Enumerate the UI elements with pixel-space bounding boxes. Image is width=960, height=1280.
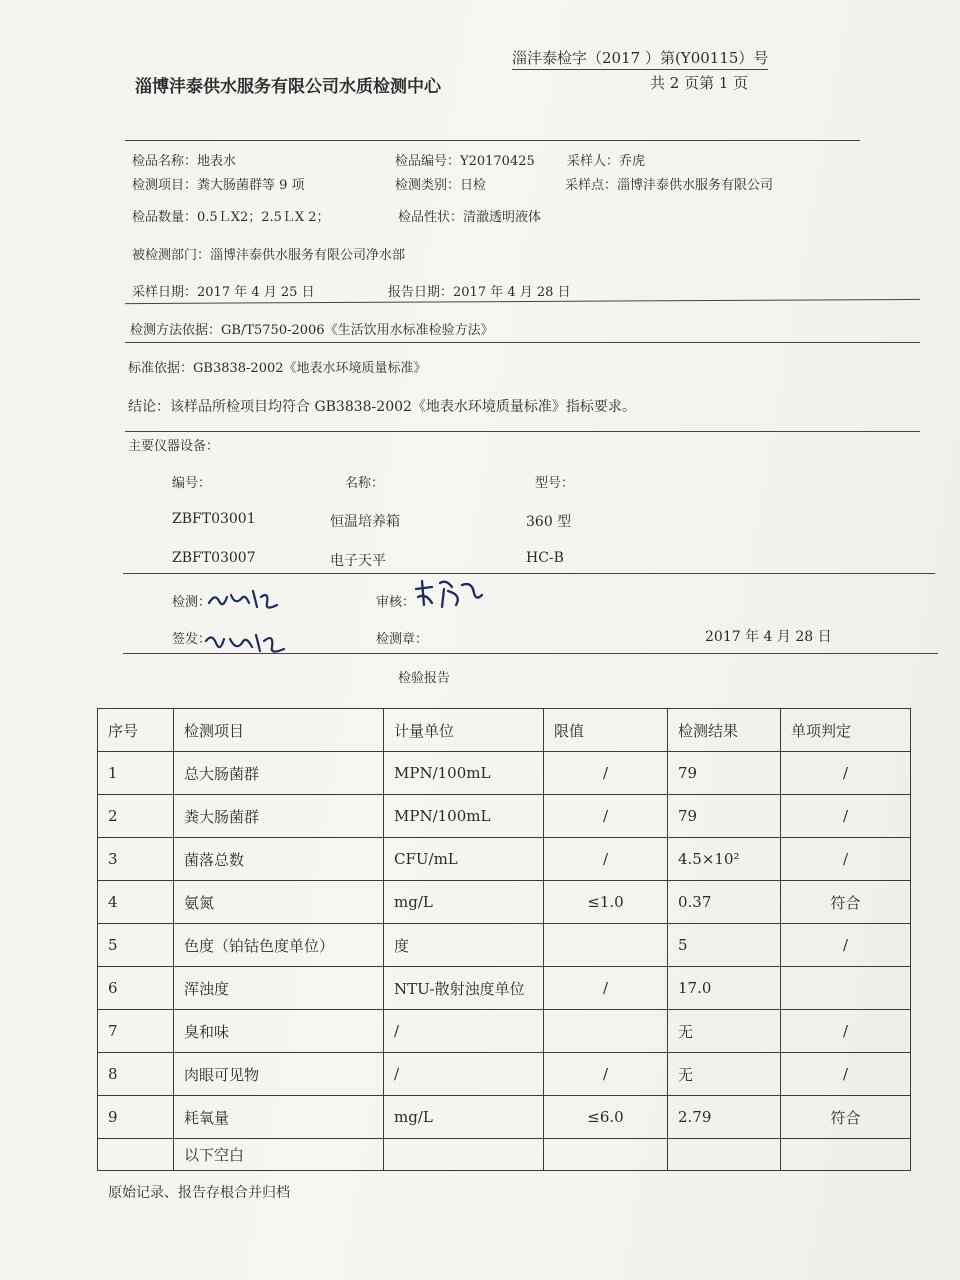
cell-no: 3 xyxy=(98,838,174,881)
test-method: 检测方法依据：GB/T5750-2006《生活饮用水标准检验方法》 xyxy=(130,323,494,338)
sample-name: 检品名称：地表水 xyxy=(132,154,237,169)
cell-limit: / xyxy=(544,838,668,881)
footer-note: 原始记录、报告存根合并归档 xyxy=(108,1185,290,1201)
cell-judgement: / xyxy=(781,795,911,838)
cell-limit: ≤6.0 xyxy=(544,1096,668,1139)
header-cell: 计量单位 xyxy=(384,709,544,752)
cell-result: 5 xyxy=(668,924,781,967)
cell-no: 8 xyxy=(98,1053,174,1096)
header-cell: 限值 xyxy=(544,709,668,752)
cell-result: 79 xyxy=(668,752,781,795)
cell-unit: 度 xyxy=(384,924,544,967)
test-items: 检测项目：粪大肠菌群等 9 项 xyxy=(132,178,305,193)
sampling-date: 采样日期：2017 年 4 月 25 日 xyxy=(132,285,315,300)
report-number: 淄沣泰检字（2017 ）第(Y00115）号 xyxy=(512,47,768,70)
cell-item: 氨氮 xyxy=(174,881,384,924)
cell-judgement: 符合 xyxy=(781,1096,911,1139)
table-row xyxy=(98,881,911,924)
table-row xyxy=(98,1096,911,1139)
cell-item: 肉眼可见物 xyxy=(174,1053,384,1096)
cell-blank-note: 以下空白 xyxy=(174,1139,384,1171)
cell-item: 总大肠菌群 xyxy=(174,752,384,795)
header-cell: 检测项目 xyxy=(174,709,384,752)
instrument-model: HC-B xyxy=(526,550,564,566)
cell-empty xyxy=(668,1139,781,1171)
cell-judgement: / xyxy=(781,838,911,881)
cell-judgement xyxy=(781,967,911,1010)
cell-item: 浑浊度 xyxy=(174,967,384,1010)
cell-no: 1 xyxy=(98,752,174,795)
tester-label: 检测： xyxy=(172,595,212,610)
report-date: 报告日期：2017 年 4 月 28 日 xyxy=(388,285,571,300)
issuer-label: 签发： xyxy=(172,632,212,647)
table-row xyxy=(98,967,911,1010)
cell-judgement: / xyxy=(781,924,911,967)
standard-basis: 标准依据：GB3838-2002《地表水环境质量标准》 xyxy=(128,361,427,376)
cell-unit: / xyxy=(384,1010,544,1053)
header-cell: 单项判定 xyxy=(781,709,911,752)
cell-no: 6 xyxy=(98,967,174,1010)
cell-limit: / xyxy=(544,1053,668,1096)
sample-property: 检品性状：清澈透明液体 xyxy=(398,210,542,225)
divider xyxy=(125,342,920,343)
page-indicator: 共 2 页第 1 页 xyxy=(650,74,749,92)
cell-item: 粪大肠菌群 xyxy=(174,795,384,838)
sample-id: 检品编号：Y20170425 xyxy=(395,154,535,169)
seal-label: 检测章： xyxy=(376,632,429,647)
table-row xyxy=(98,1010,911,1053)
cell-unit: NTU-散射浊度单位 xyxy=(384,967,544,1010)
cell-unit: mg/L xyxy=(384,881,544,924)
header-cell: 序号 xyxy=(98,709,174,752)
cell-result: 4.5×10² xyxy=(668,838,781,881)
cell-unit: MPN/100mL xyxy=(384,795,544,838)
divider xyxy=(123,653,938,654)
cell-result: 79 xyxy=(668,795,781,838)
cell-result: 17.0 xyxy=(668,967,781,1010)
table-header-row xyxy=(98,709,911,752)
cell-result: 2.79 xyxy=(668,1096,781,1139)
instrument-id: ZBFT03001 xyxy=(172,511,256,527)
cell-no: 4 xyxy=(98,881,174,924)
cell-no: 9 xyxy=(98,1096,174,1139)
cell-no: 5 xyxy=(98,924,174,967)
divider xyxy=(125,140,860,141)
divider xyxy=(125,431,920,432)
result-table xyxy=(97,708,911,1171)
cell-result: 0.37 xyxy=(668,881,781,924)
org-title: 淄博沣泰供水服务有限公司水质检测中心 xyxy=(135,77,441,97)
sampling-site: 采样点：淄博沣泰供水服务有限公司 xyxy=(565,178,774,193)
cell-judgement: 符合 xyxy=(781,881,911,924)
cell-judgement: / xyxy=(781,1053,911,1096)
cell-item: 色度（铂钴色度单位） xyxy=(174,924,384,967)
cell-item: 臭和味 xyxy=(174,1010,384,1053)
cell-unit: MPN/100mL xyxy=(384,752,544,795)
table-row xyxy=(98,795,911,838)
table-row xyxy=(98,1053,911,1096)
table-row xyxy=(98,752,911,795)
cell-item: 菌落总数 xyxy=(174,838,384,881)
instrument-name: 电子天平 xyxy=(330,553,386,569)
reviewer-signature xyxy=(412,575,487,613)
instrument-name: 恒温培养箱 xyxy=(330,514,400,530)
cell-limit: / xyxy=(544,795,668,838)
divider xyxy=(123,573,935,574)
table-row-blank xyxy=(98,1139,911,1171)
cell-limit: / xyxy=(544,967,668,1010)
cell-unit: CFU/mL xyxy=(384,838,544,881)
header-cell: 检测结果 xyxy=(668,709,781,752)
cell-unit: mg/L xyxy=(384,1096,544,1139)
cell-result: 无 xyxy=(668,1053,781,1096)
cell-limit xyxy=(544,924,668,967)
cell-empty xyxy=(98,1139,174,1171)
cell-no: 7 xyxy=(98,1010,174,1053)
instrument-col-model: 型号： xyxy=(535,476,575,491)
instrument-id: ZBFT03007 xyxy=(172,550,256,566)
table-row xyxy=(98,838,911,881)
instrument-col-id: 编号： xyxy=(172,476,212,491)
sampler: 采样人：乔虎 xyxy=(567,154,646,169)
tester-signature xyxy=(205,583,285,615)
cell-limit: ≤1.0 xyxy=(544,881,668,924)
signoff-date: 2017 年 4 月 28 日 xyxy=(705,629,832,645)
tested-department: 被检测部门：淄博沣泰供水服务有限公司净水部 xyxy=(132,248,406,263)
cell-empty xyxy=(384,1139,544,1171)
test-type: 检测类别：日检 xyxy=(395,178,487,193)
conclusion: 结论：该样品所检项目均符合 GB3838-2002《地表水环境质量标准》指标要求。 xyxy=(128,399,636,415)
cell-empty xyxy=(544,1139,668,1171)
report-table-title: 检验报告 xyxy=(398,671,451,686)
cell-result: 无 xyxy=(668,1010,781,1053)
cell-no: 2 xyxy=(98,795,174,838)
table-row xyxy=(98,924,911,967)
cell-item: 耗氧量 xyxy=(174,1096,384,1139)
sample-quantity: 检品数量：0.5ＬX2；2.5ＬX 2； xyxy=(132,210,330,225)
instrument-model: 360 型 xyxy=(526,514,572,530)
cell-limit: / xyxy=(544,752,668,795)
instruments-heading: 主要仪器设备： xyxy=(128,439,220,454)
instrument-col-name: 名称： xyxy=(345,476,385,491)
cell-judgement: / xyxy=(781,752,911,795)
reviewer-label: 审核： xyxy=(376,595,416,610)
cell-judgement: / xyxy=(781,1010,911,1053)
cell-limit xyxy=(544,1010,668,1053)
cell-unit: / xyxy=(384,1053,544,1096)
cell-empty xyxy=(781,1139,911,1171)
